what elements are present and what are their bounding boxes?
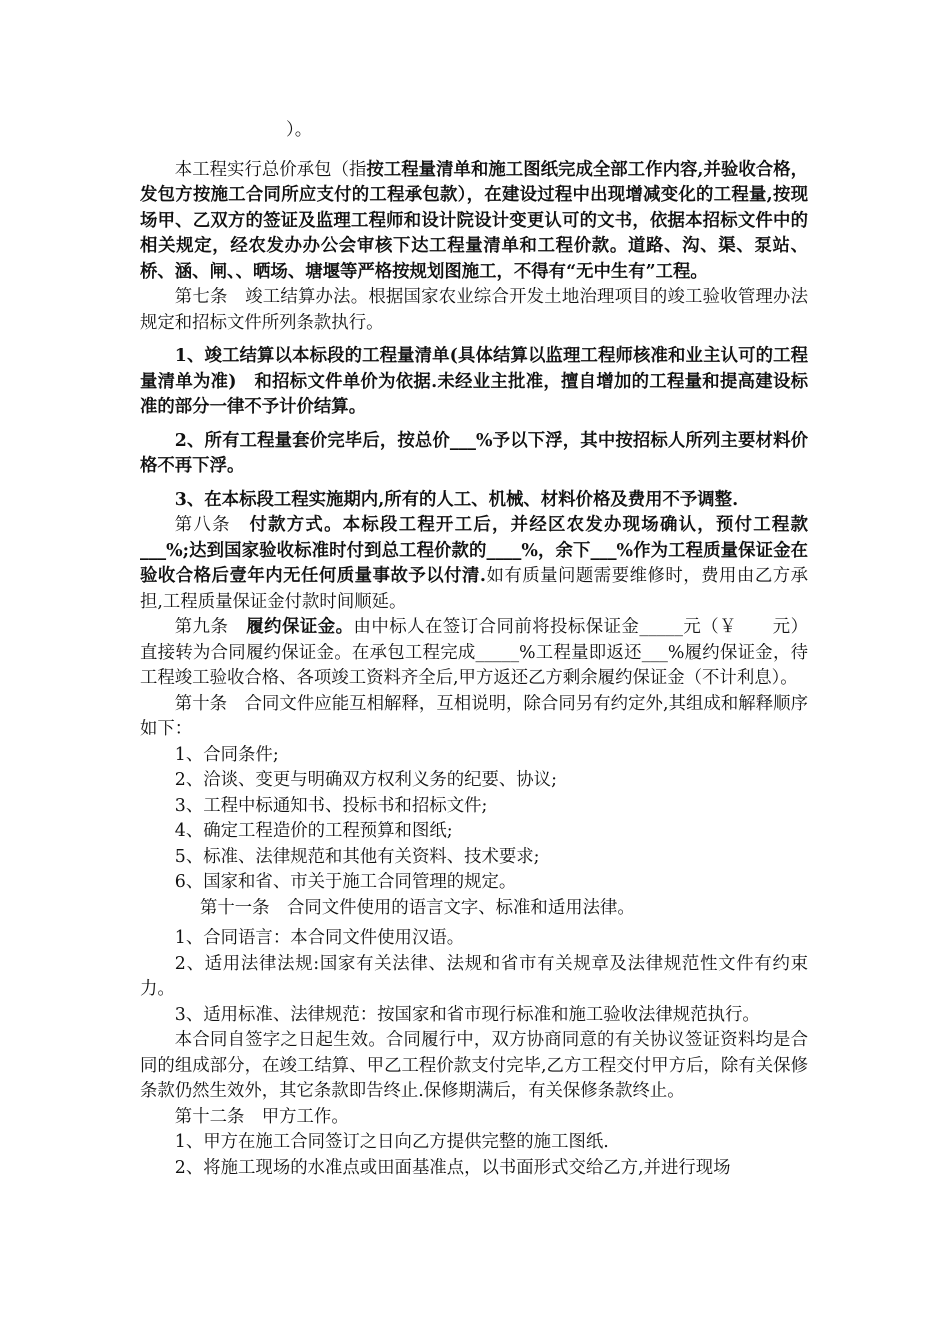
article-8-payment-terms: 付款方式。本标段工程开工后，并经区农发办现场确认，预付工程款___%;达到国家验收标准时付到总工程价款的____%，余下___%作为工程质量保证金在验收合格后壹年内无任何质量事故予以付清. [140, 515, 808, 586]
pricing-intro: 本工程实行总价承包（指 [174, 159, 367, 180]
article-11-item-2: 2、适用法律法规:国家有关法律、法规和省市有关规章及法律规范性文件有约束力。 [140, 953, 808, 999]
article-9-title: 履约保证金。 [246, 617, 354, 637]
document-page [140, 118, 808, 1181]
pricing-terms-bold: 按工程量清单和施工图纸完成全部工作内容,并验收合格，发包方按施工合同所应支付的工程承包款），在建设过程中出现增减变化的工程量,按现场甲、乙双方的签证及监理工程师和设计院设计变更认可的文书，依据本招标文件中的相关规定，经农发办办公会审核下达工程量清单和工程价款。道路、沟、渠、泵站、桥、涵、闸、、晒场、塘堰等严格按规划图施工，不得有“无中生有”工程。 [140, 159, 808, 282]
article-10: 第十条 合同文件应能互相解释，互相说明，除合同另有约定外,其组成和解释顺序如下： [140, 693, 808, 739]
article-10-item: 6、国家和省、市关于施工合同管理的规定。 [174, 872, 517, 892]
article-7-item-3: 3、在本标段工程实施期内,所有的人工、机械、材料价格及费用不予调整. [174, 489, 739, 510]
effectiveness-paragraph: 本合同自签字之日起生效。合同履行中，双方协商同意的有关协议签证资料均是合同的组成部分，在竣工结算、甲乙工程价款支付完毕,乙方工程交付甲方后，除有关保修条款仍然生效外，其它条款即告终止.保修期满后，有关保修条款终止。 [140, 1030, 808, 1101]
article-11-item-1: 1、合同语言：本合同文件使用汉语。 [174, 928, 465, 948]
article-10-item: 1、合同条件; [174, 744, 279, 765]
article-10-item: 3、工程中标通知书、投标书和招标文件; [174, 795, 488, 816]
article-9 [140, 615, 808, 692]
article-7-item-1: 1、竣工结算以本标段的工程量清单(具体结算以监理工程师核准和业主认可的工程量清单为准) 和招标文件单价为依据.未经业主批准，擅自增加的工程量和提高建设标准的部分一律不予计价结算。 [140, 346, 808, 417]
article-7: 第七条 竣工结算办法。根据国家农业综合开发土地治理项目的竣工验收管理办法规定和招标文件所列条款执行。 [140, 287, 808, 333]
article-12-item-1: 1、甲方在施工合同签订之日向乙方提供完整的施工图纸. [174, 1132, 609, 1152]
pricing-paragraph [140, 158, 808, 286]
article-10-item: 2、洽谈、变更与明确双方权利义务的纪要、协议; [174, 770, 557, 790]
article-7-item-2: 2、所有工程量套价完毕后，按总价___%予以下浮，其中按招标人所列主要材料价格不再下浮。 [140, 430, 808, 476]
article-8-note: 如有质量问题需要维修时，费用由乙方承担,工程质量保证金付款时间顺延。 [140, 566, 808, 612]
article-9-heading: 第九条 [174, 617, 247, 637]
article-8 [140, 513, 808, 615]
article-10-item: 4、确定工程造价的工程预算和图纸; [174, 821, 453, 841]
article-9-body: 由中标人在签订合同前将投标保证金_____元（￥ 元）直接转为合同履约保证金。在承包工程完成_____%工程量即返还___%履约保证金，待工程竣工验收合格、各项竣工资料齐全后,甲方返还乙方剩余履约保证金（不计利息）。 [140, 617, 808, 688]
article-12-item-2: 2、将施工现场的水准点或田面基准点，以书面形式交给乙方,并进行现场 [174, 1157, 731, 1178]
article-12-heading: 第十二条 甲方工作。 [174, 1106, 349, 1127]
closing-bracket-mark: ）。 [286, 120, 313, 140]
article-11-heading: 第十一条 合同文件使用的语言文字、标准和适用法律。 [200, 897, 635, 918]
article-10-item: 5、标准、法律规范和其他有关资料、技术要求; [174, 846, 540, 867]
article-11-item-3: 3、适用标准、法律规范：按国家和省市现行标准和施工验收法律规范执行。 [174, 1004, 760, 1025]
article-8-heading: 第八条 [174, 515, 250, 535]
